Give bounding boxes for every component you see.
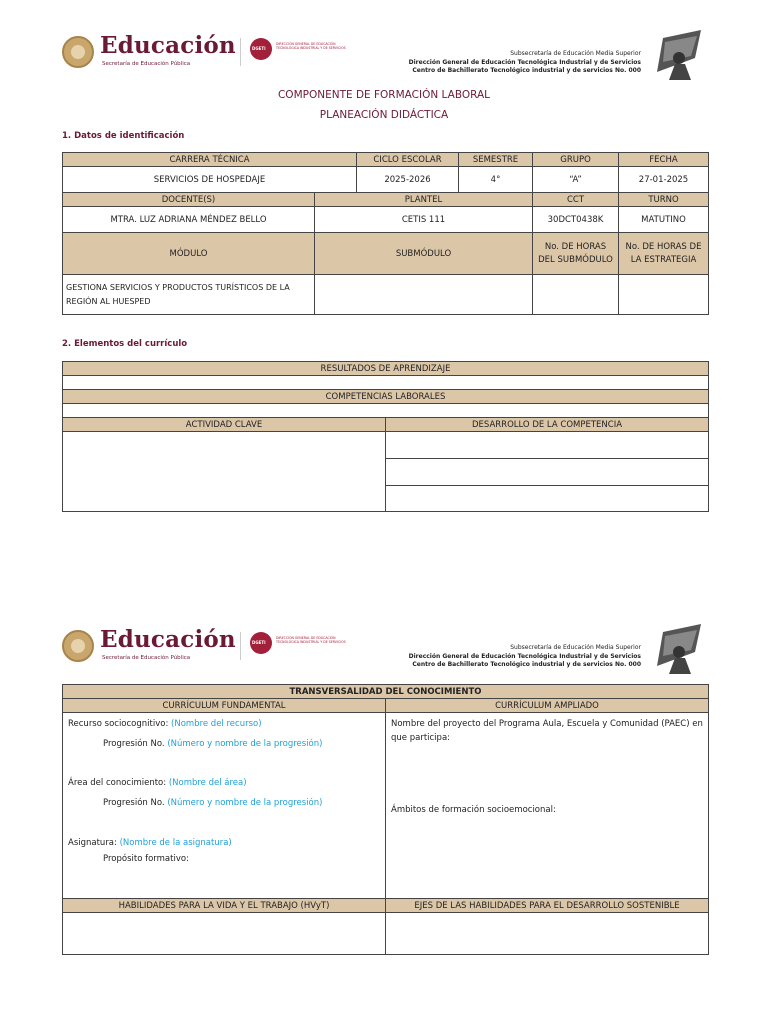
header-curriculum-fundamental: CURRÍCULUM FUNDAMENTAL xyxy=(63,699,386,713)
sep-seal-icon xyxy=(62,630,94,662)
header-hvyt: HABILIDADES PARA LA VIDA Y EL TRABAJO (HVyT) xyxy=(63,899,386,913)
cell-modulo: GESTIONA SERVICIOS Y PRODUCTOS TURÍSTICOS DE LA REGIÓN AL HUESPED xyxy=(63,275,315,315)
cell-hvyt xyxy=(63,913,386,955)
header-resultados: RESULTADOS DE APRENDIZAJE xyxy=(63,362,709,376)
cell-carrera: SERVICIOS DE HOSPEDAJE xyxy=(63,167,357,193)
cell-desarrollo-1 xyxy=(386,432,709,459)
progresion-placeholder-2: (Número y nombre de la progresión) xyxy=(167,798,323,808)
header-turno: TURNO xyxy=(619,193,709,207)
sep-seal-icon xyxy=(62,36,94,68)
brand-title: Educación xyxy=(100,626,236,653)
brand-title: Educación xyxy=(100,32,236,59)
dgeti-logo-icon xyxy=(250,38,272,60)
header-actividad: ACTIVIDAD CLAVE xyxy=(63,418,386,432)
header-cct: CCT xyxy=(533,193,619,207)
cell-competencias xyxy=(63,404,709,418)
header-ciclo: CICLO ESCOLAR xyxy=(357,153,459,167)
header-curriculum-ampliado: CURRÍCULUM AMPLIADO xyxy=(386,699,709,713)
dgeti-logo-icon xyxy=(250,632,272,654)
header-competencias: COMPETENCIAS LABORALES xyxy=(63,390,709,404)
institution-line-3: Centro de Bachillerato Tecnológico industrial y de servicios No. 000 xyxy=(412,67,641,74)
cell-horas-submodulo xyxy=(533,275,619,315)
page-header-2 xyxy=(62,628,707,672)
progresion-placeholder-1: (Número y nombre de la progresión) xyxy=(167,739,323,749)
cell-fecha: 27-01-2025 xyxy=(619,167,709,193)
cell-submodulo xyxy=(315,275,533,315)
header-submodulo: SUBMÓDULO xyxy=(315,233,533,275)
institution-lines xyxy=(409,644,641,670)
cell-desarrollo-2 xyxy=(386,459,709,486)
header-semestre: SEMESTRE xyxy=(459,153,533,167)
cell-actividad xyxy=(63,432,386,512)
header-divider xyxy=(240,38,241,66)
cell-horas-estrategia xyxy=(619,275,709,315)
cell-ciclo: 2025-2026 xyxy=(357,167,459,193)
area-line: Área del conocimiento: (Nombre del área) xyxy=(68,778,247,788)
asignatura-placeholder: (Nombre de la asignatura) xyxy=(119,838,232,848)
brand-subtitle: Secretaría de Educación Pública xyxy=(102,61,191,67)
institution-line-3: Centro de Bachillerato Tecnológico industrial y de servicios No. 000 xyxy=(412,661,641,668)
cell-ejes xyxy=(386,913,709,955)
identification-table xyxy=(62,152,709,315)
cell-cct: 30DCT0438K xyxy=(533,207,619,233)
area-placeholder: (Nombre del área) xyxy=(168,778,247,788)
doc-title-1: COMPONENTE DE FORMACIÓN LABORAL xyxy=(277,89,491,101)
header-horas-submodulo: No. DE HORAS DEL SUBMÓDULO xyxy=(533,233,619,275)
cell-semestre: 4° xyxy=(459,167,533,193)
cell-resultados xyxy=(63,376,709,390)
ambitos-line: Ámbitos de formación socioemocional: xyxy=(391,805,556,815)
recurso-placeholder: (Nombre del recurso) xyxy=(171,719,262,729)
cell-turno: MATUTINO xyxy=(619,207,709,233)
paec-line: Nombre del proyecto del Programa Aula, Escuela y Comunidad (PAEC) en que participa: xyxy=(391,719,703,743)
cell-grupo: “A” xyxy=(533,167,619,193)
institution-lines xyxy=(409,50,641,76)
header-transversalidad: TRANSVERSALIDAD DEL CONOCIMIENTO xyxy=(63,685,709,699)
header-grupo: GRUPO xyxy=(533,153,619,167)
cell-plantel: CETIS 111 xyxy=(315,207,533,233)
recurso-line: Recurso sociocognitivo: (Nombre del recurso) xyxy=(68,719,262,729)
transversality-table xyxy=(62,684,709,955)
header-horas-estrategia: No. DE HORAS DE LA ESTRATEGIA xyxy=(619,233,709,275)
institution-line-2: Dirección General de Educación Tecnológica Industrial y de Servicios xyxy=(408,652,641,660)
header-modulo: MÓDULO xyxy=(63,233,315,275)
institution-line-2: Dirección General de Educación Tecnológica Industrial y de Servicios xyxy=(408,58,641,66)
section-heading-1: 1. Datos de identificación xyxy=(62,131,185,141)
flag-figure-icon xyxy=(651,28,707,80)
cell-curriculum-fundamental xyxy=(63,713,386,899)
cell-curriculum-ampliado xyxy=(386,713,709,899)
curriculum-table xyxy=(62,361,709,512)
header-fecha: FECHA xyxy=(619,153,709,167)
dgeti-text: DIRECCIÓN GENERAL DE EDUCACIÓN TECNOLÓGICA INDUSTRIAL Y DE SERVICIOS xyxy=(276,42,346,50)
header-carrera: CARRERA TÉCNICA xyxy=(63,153,357,167)
header-divider xyxy=(240,632,241,660)
proposito-line: Propósito formativo: xyxy=(103,854,189,864)
asignatura-line: Asignatura: (Nombre de la asignatura) xyxy=(68,838,232,848)
progresion-line-2: Progresión No. (Número y nombre de la progresión) xyxy=(103,798,323,808)
cell-desarrollo-3 xyxy=(386,486,709,512)
dgeti-text: DIRECCIÓN GENERAL DE EDUCACIÓN TECNOLÓGICA INDUSTRIAL Y DE SERVICIOS xyxy=(276,636,346,644)
header-plantel: PLANTEL xyxy=(315,193,533,207)
doc-title-2: PLANEACIÓN DIDÁCTICA xyxy=(319,109,449,121)
flag-figure-icon xyxy=(651,622,707,674)
page-header xyxy=(62,34,707,78)
cell-docente: MTRA. LUZ ADRIANA MÉNDEZ BELLO xyxy=(63,207,315,233)
section-heading-2: 2. Elementos del currículo xyxy=(62,339,188,349)
progresion-line-1: Progresión No. (Número y nombre de la progresión) xyxy=(103,739,323,749)
institution-line-1: Subsecretaría de Educación Media Superior xyxy=(510,50,641,57)
header-ejes: EJES DE LAS HABILIDADES PARA EL DESARROLLO SOSTENIBLE xyxy=(386,899,709,913)
header-desarrollo: DESARROLLO DE LA COMPETENCIA xyxy=(386,418,709,432)
brand-subtitle: Secretaría de Educación Pública xyxy=(102,655,191,661)
header-docente: DOCENTE(S) xyxy=(63,193,315,207)
institution-line-1: Subsecretaría de Educación Media Superior xyxy=(510,644,641,651)
